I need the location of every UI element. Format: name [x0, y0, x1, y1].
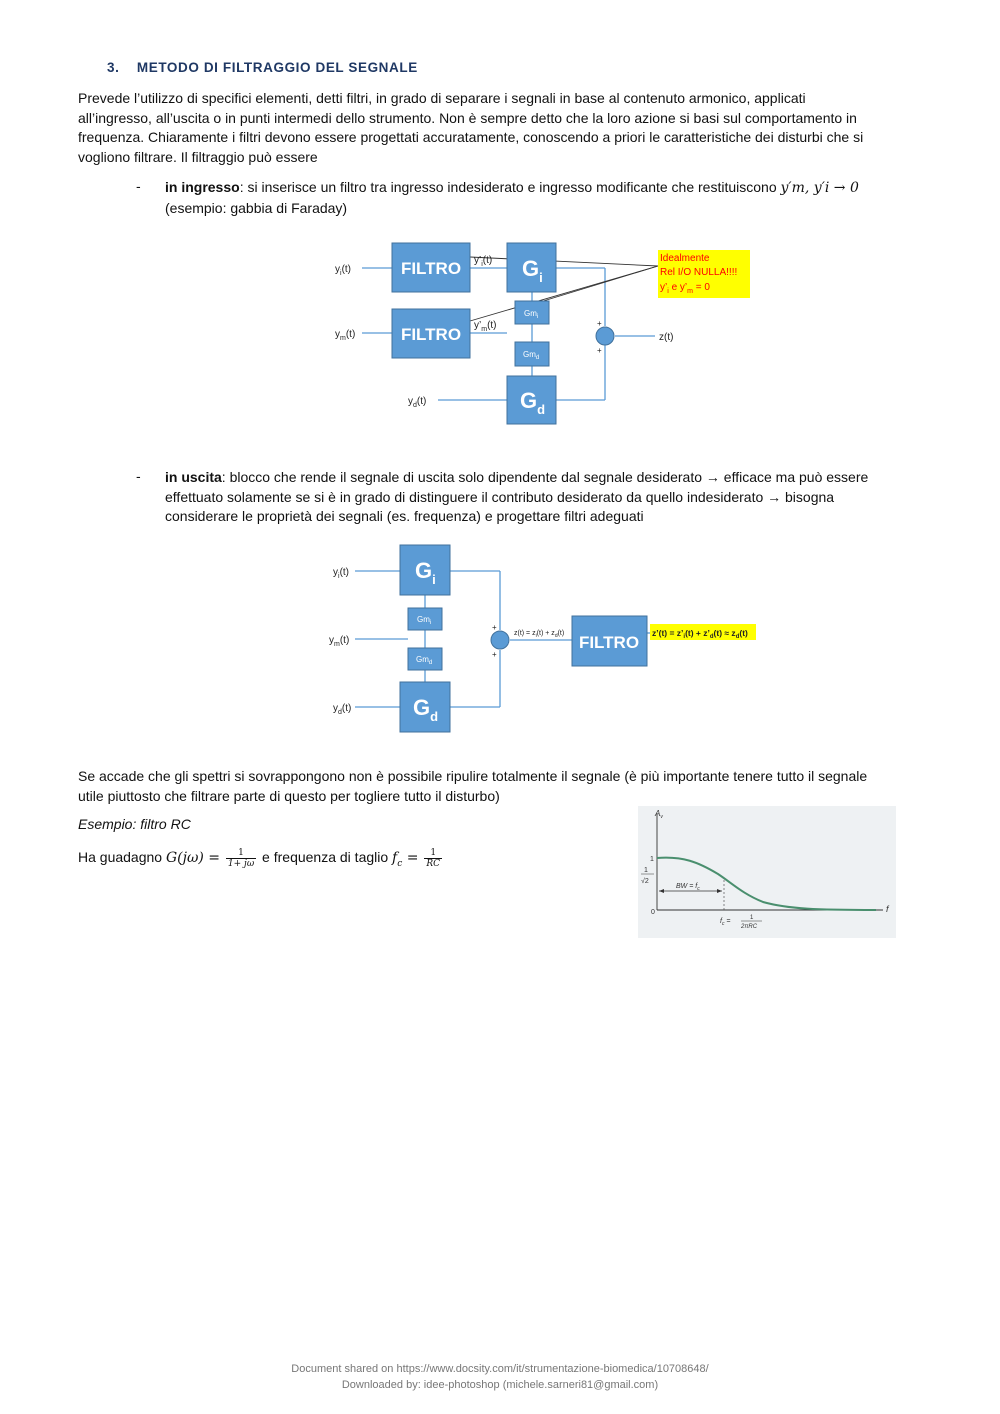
gmd-label: $Gm_d$ [523, 350, 540, 361]
gmd-label: $Gm_d$ [416, 655, 433, 666]
bullet-line2: (esempio: gabbia di Faraday) [165, 199, 348, 216]
section-number: 3. [107, 60, 120, 75]
fc-axis-label: $f_c$ = [720, 918, 731, 927]
gain-fraction: $\frac{1}{1+ j\omega}$ [227, 847, 255, 869]
input-filter-diagram [320, 236, 770, 431]
bw-label: BW = $f_c$ [676, 883, 700, 892]
overlap-paragraph [78, 767, 928, 806]
plus-sign: + [492, 650, 497, 659]
gd-label: $G_d$ [520, 388, 546, 417]
footer [0, 1361, 1000, 1393]
fc-frac-den: 2πRC [741, 924, 758, 930]
note-line-3: $y’_i$ e $y’_m = 0$ [660, 282, 710, 295]
intro-paragraph [78, 89, 928, 167]
para-line: utile piuttosto che filtrare parte di questo per togliere tutto il disturbo) [78, 787, 500, 804]
intro-line: vogliono filtrare. Il filtraggio può essere [78, 148, 318, 165]
bullet-line: effettuato solamente se si è in grado di distinguere il contributo desiderato da quello indesiderato → bisogna [165, 488, 835, 505]
plus-sign: + [597, 346, 602, 355]
summing-node [596, 327, 614, 345]
sum-label: $z(t) = z_i(t) + z_d(t)$ [514, 630, 565, 639]
fc-equals: = [402, 850, 419, 866]
fc-symbol: $f_c$ [392, 850, 403, 869]
gi-label: $G_i$ [415, 558, 436, 587]
ym-prime-label: $y’_m(t)$ [474, 320, 497, 333]
bullet-in-uscita [165, 468, 925, 527]
input-yi-label: $y_i(t)$ [335, 264, 352, 277]
input-ym-label: $y_m(t)$ [329, 635, 350, 648]
intro-line: all’ingresso, all’uscita o in punti intermedi dello strumento. Non è sempre detto che la loro azione si basi sul comportamento in [78, 109, 857, 126]
gain-formula: G(jω) = [165, 850, 221, 866]
filter-label: FILTRO [400, 259, 462, 278]
tick-sqrt-num: 1 [644, 867, 648, 874]
gmi-label: $Gm_i$ [524, 309, 539, 320]
note-line-1: Idealmente [660, 253, 710, 264]
input-yi-label: $y_i(t)$ [333, 567, 350, 580]
input-yd-label: $y_d(t)$ [333, 703, 352, 716]
filter-label: FILTRO [400, 325, 462, 344]
bullet-bold: in ingresso [165, 179, 240, 195]
example-formula [78, 845, 444, 876]
output-filter-diagram [320, 540, 770, 740]
example-mid: e frequenza di taglio [258, 849, 393, 865]
gmi-label: $Gm_i$ [417, 615, 432, 626]
bullet-text: : si inserisce un filtro tra ingresso indesiderato e ingresso modificante che restituiscono [239, 179, 781, 195]
bullet-line: considerare le proprietà dei segnali (es. frequenza) e progettare filtri adeguati [165, 508, 644, 524]
origin-label: 0 [651, 909, 655, 916]
note-line-2: Rel I/O NULLA!!!! [660, 267, 738, 278]
bullet-line: : blocco che rende il segnale di uscita solo dipendente dal segnale desiderato → efficace ma può essere [221, 469, 869, 485]
output-z-label: z’(t) = $z’_i(t)$ + $z’_d(t) \approx z_d(t)$ [652, 628, 748, 640]
y-axis-label: $A_v$ [655, 809, 663, 820]
output-z-label: z(t) [659, 332, 674, 343]
filter-label: FILTRO [578, 633, 640, 652]
footer-shared: Document shared on https://www.docsity.com/it/strumentazione-biomedica/10708648/ [291, 1363, 709, 1375]
section-title: METODO DI FILTRAGGIO DEL SEGNALE [136, 60, 418, 75]
bullet-bold: in uscita [165, 469, 222, 485]
plus-sign: + [492, 623, 497, 632]
intro-line: frequenza. Chiaramente i filtri devono essere progettati accuratamente, conoscendo a priori le caratteristiche dei disturbi che si [78, 129, 864, 145]
bullet-dash: - [136, 178, 141, 194]
bullet-math: y′m, y′i → 0 [780, 180, 859, 196]
fc-fraction: $\frac{1}{RC}$ [426, 847, 441, 869]
tick-sqrt-den: √2 [641, 878, 649, 885]
x-axis-label: f [886, 904, 889, 914]
tick-one: 1 [650, 856, 654, 863]
summing-node [491, 631, 509, 649]
intro-line: Prevede l’utilizzo di specifici elementi, detti filtri, in grado di separare i segnali in base al contenuto armonico, applicati [78, 90, 806, 106]
example-title: Esempio: filtro RC [78, 816, 191, 832]
rc-frequency-response-plot [638, 806, 896, 938]
gi-label: $G_i$ [522, 256, 543, 285]
gd-label: $G_d$ [413, 695, 439, 724]
yi-prime-label: $y’_i(t)$ [474, 255, 493, 268]
plot-background [638, 806, 896, 938]
input-yd-label: $y_d(t)$ [408, 396, 427, 409]
para-line: Se accade che gli spettri si sovrappongono non è possibile ripulire totalmente il segnale (è più importante tenere tutto il segnale [78, 768, 868, 784]
footer-downloaded: Downloaded by: idee-photoshop (michele.sarneri81@gmail.com) [341, 1379, 659, 1391]
plus-sign: + [597, 319, 602, 328]
input-ym-label: $y_m(t)$ [335, 329, 356, 342]
fc-frac-num: 1 [750, 915, 754, 921]
section-heading [107, 60, 418, 75]
bullet-dash: - [136, 468, 141, 484]
bullet-in-ingresso [165, 178, 925, 218]
example-pre: Ha guadagno [78, 849, 166, 865]
